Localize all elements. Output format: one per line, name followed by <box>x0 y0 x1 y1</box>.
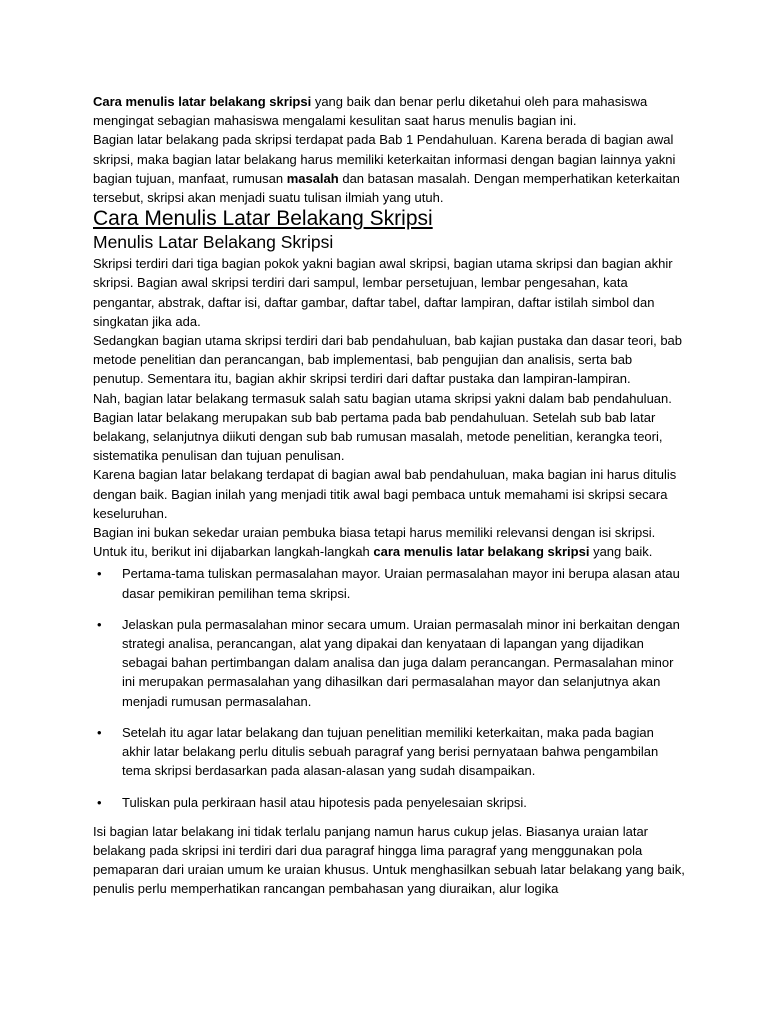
list-item <box>93 723 685 781</box>
closing-paragraph: Isi bagian latar belakang ini tidak terlalu panjang namun harus cukup jelas. Biasanya uraian latar belakang pada skripsi ini terdiri dari dua paragraf hingga lima paragraf yang menggunakan pola pemaparan dari uraian umum ke uraian khusus. Untuk menghasilkan sebuah latar belakang yang baik, penulis perlu memperhatikan rancangan pembahasan yang diuraikan, alur logika <box>93 823 685 897</box>
bullet-icon: • <box>97 616 102 632</box>
sub-heading: Menulis Latar Belakang Skripsi <box>93 232 334 253</box>
intro-p2-text: Bagian latar belakang pada skripsi terdapat pada Bab 1 Pendahuluan. Karena berada di bagian awal skripsi, maka bagian latar belakang harus memiliki keterkaitan informasi dengan bagian lainnya yakni bagian tujuan, manfaat, rumusan <box>93 132 676 186</box>
list-item-text: Jelaskan pula permasalahan minor secara umum. Uraian permasalah minor ini berkaitan dengan strategi analisa, perancangan, alat yang dipakai dan kenyataan di lapangan yang dijadikan sebagai bahan pertimbangan dalam analisa dan juga dalam perancangan. Permasalahan minor ini merupakan permasalahan yang dihasilkan dari permasalahan mayor dan selanjutnya akan menjadi rumusan permasalahan. <box>122 616 680 709</box>
intro-text: yang baik dan benar perlu diketahui oleh para mahasiswa mengingat sebagian mahasiswa mengalami kesulitan saat harus menulis bagian ini. <box>93 94 648 129</box>
bullet-icon: • <box>97 724 102 740</box>
steps-list <box>93 564 685 811</box>
body-paragraph-2: Sedangkan bagian utama skripsi terdiri dari bab pendahuluan, bab kajian pustaka dan dasar teori, bab metode penelitian dan perancangan, bab implementasi, bab pengujian dan analisis, serta bab penutup. Sementara itu, bagian akhir skripsi terdiri dari daftar pustaka dan lampiran-lampiran. <box>93 333 683 387</box>
body-paragraph-5 <box>93 523 685 561</box>
body-p5-text: Bagian ini bukan sekedar uraian pembuka biasa tetapi harus memiliki relevansi dengan isi skripsi. Untuk itu, berikut ini dijabarkan langkah-langkah <box>93 525 656 560</box>
main-heading: Cara Menulis Latar Belakang Skripsi <box>93 207 433 231</box>
body-paragraph-4: Karena bagian latar belakang terdapat di bagian awal bab pendahuluan, maka bagian ini harus ditulis dengan baik. Bagian inilah yang menjadi titik awal bagi pembaca untuk memahami isi skripsi secara keseluruhan. <box>93 467 677 521</box>
list-item <box>93 793 685 812</box>
list-item-text: Setelah itu agar latar belakang dan tujuan penelitian memiliki keterkaitan, maka pada bagian akhir latar belakang perlu ditulis sebuah paragraf yang berisi pernyataan bahwa pengambilan tema skripsi berdasarkan pada alasan-alasan yang sudah disampaikan. <box>122 724 659 779</box>
list-item-text: Tuliskan pula perkiraan hasil atau hipotesis pada penyelesaian skripsi. <box>122 794 527 810</box>
body-p5-bold: cara menulis latar belakang skripsi <box>373 544 590 560</box>
intro-p2-text-end: dan batasan masalah. Dengan memperhatikan keterkaitan tersebut, skripsi akan menjadi suatu tulisan ilmiah yang utuh. <box>93 170 680 206</box>
list-item <box>93 615 685 711</box>
intro-bold-phrase: Cara menulis latar belakang skripsi <box>93 94 312 109</box>
intro-paragraph <box>93 92 685 130</box>
intro-paragraph-2 <box>93 130 685 207</box>
intro-p2-bold: masalah <box>286 170 339 186</box>
body-paragraph-3: Nah, bagian latar belakang termasuk salah satu bagian utama skripsi yakni dalam bab pendahuluan. Bagian latar belakang merupakan sub bab pertama pada bab pendahuluan. Setelah sub bab latar belakang, selanjutnya diikuti dengan sub bab rumusan masalah, metode penelitian, kerangka teori, sistematika penulisan dan tujuan penulisan. <box>93 390 672 464</box>
body-p5-text-end: yang baik. <box>589 544 653 560</box>
list-item <box>93 564 685 602</box>
bullet-icon: • <box>97 794 102 810</box>
document-page <box>93 92 685 899</box>
list-item-text: Pertama-tama tuliskan permasalahan mayor. Uraian permasalahan mayor ini berupa alasan atau dasar pemikiran pemilihan tema skripsi. <box>122 566 680 601</box>
bullet-icon: • <box>97 566 102 582</box>
body-paragraph-1: Skripsi terdiri dari tiga bagian pokok yakni bagian awal skripsi, bagian utama skripsi dan bagian akhir skripsi. Bagian awal skripsi terdiri dari sampul, lembar persetujuan, lembar pengesahan, kata pengantar, abstrak, daftar isi, daftar gambar, daftar tabel, daftar lampiran, daftar istilah simbol dan singkatan jika ada. <box>93 256 673 329</box>
